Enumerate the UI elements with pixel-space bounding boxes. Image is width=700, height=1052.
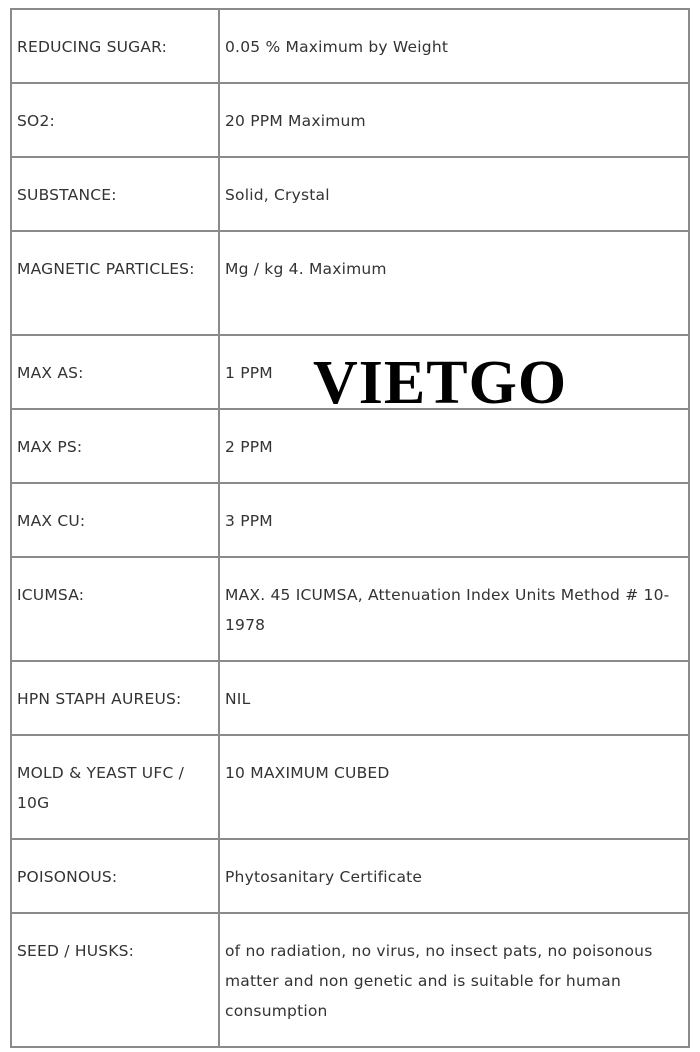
spec-value-so2: 20 PPM Maximum — [219, 83, 689, 157]
spec-label-reducing-sugar: REDUCING SUGAR: — [11, 9, 219, 83]
table-row — [11, 483, 689, 557]
spec-label-icumsa: ICUMSA: — [11, 557, 219, 661]
spec-label-magnetic-particles: MAGNETIC PARTICLES: — [11, 231, 219, 335]
spec-value-hpn-staph-aureus: NIL — [219, 661, 689, 735]
table-row — [11, 409, 689, 483]
table-row — [11, 9, 689, 83]
table-row — [11, 839, 689, 913]
spec-value-poisonous: Phytosanitary Certificate — [219, 839, 689, 913]
table-row — [11, 157, 689, 231]
spec-value-substance: Solid, Crystal — [219, 157, 689, 231]
spec-value-magnetic-particles: Mg / kg 4. Maximum — [219, 231, 689, 335]
spec-value-seed-husks: of no radiation, no virus, no insect pats, no poisonous matter and non genetic and is suitable for human consumption — [219, 913, 689, 1047]
spec-label-substance: SUBSTANCE: — [11, 157, 219, 231]
spec-label-hpn-staph-aureus: HPN STAPH AUREUS: — [11, 661, 219, 735]
spec-label-max-cu: MAX CU: — [11, 483, 219, 557]
spec-label-seed-husks: SEED / HUSKS: — [11, 913, 219, 1047]
table-row — [11, 557, 689, 661]
spec-label-mold-yeast: MOLD & YEAST UFC / 10G — [11, 735, 219, 839]
spec-value-max-as: 1 PPM — [219, 335, 689, 409]
vietgo-watermark: VIETGO — [313, 349, 568, 417]
spec-value-icumsa: MAX. 45 ICUMSA, Attenuation Index Units Method # 10-1978 — [219, 557, 689, 661]
table-row — [11, 661, 689, 735]
spec-label-so2: SO2: — [11, 83, 219, 157]
table-row — [11, 735, 689, 839]
spec-value-max-cu: 3 PPM — [219, 483, 689, 557]
spec-value-reducing-sugar: 0.05 % Maximum by Weight — [219, 9, 689, 83]
table-row — [11, 231, 689, 335]
table-row — [11, 913, 689, 1047]
spec-label-max-as: MAX AS: — [11, 335, 219, 409]
spec-label-max-ps: MAX PS: — [11, 409, 219, 483]
specification-table — [10, 8, 690, 1048]
spec-value-mold-yeast: 10 MAXIMUM CUBED — [219, 735, 689, 839]
spec-label-poisonous: POISONOUS: — [11, 839, 219, 913]
table-row — [11, 83, 689, 157]
spec-value-max-ps: 2 PPM — [219, 409, 689, 483]
